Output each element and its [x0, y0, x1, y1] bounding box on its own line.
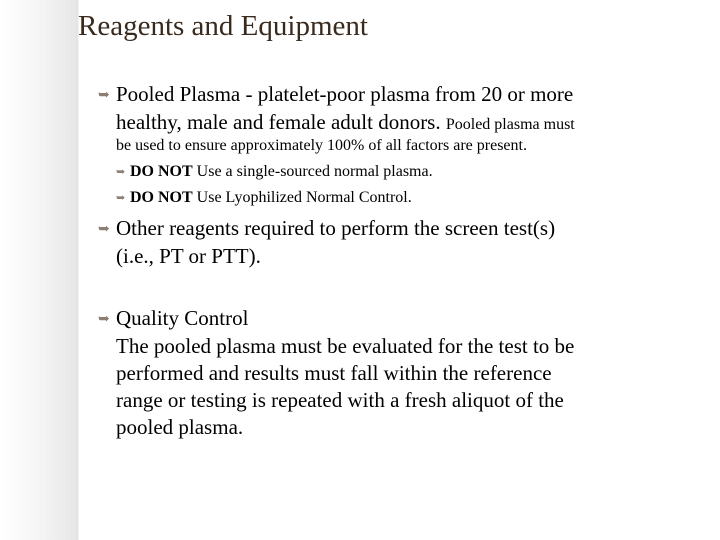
sub-bullet-1-text: Use a single-sourced normal plasma. — [192, 163, 433, 180]
curved-arrow-bullet-icon: ➥ — [116, 165, 126, 178]
other-line-1-text: Other reagents required to perform the screen test(s) — [116, 216, 556, 240]
curved-arrow-bullet-icon: ➥ — [98, 221, 110, 237]
bullet-other-reagents — [98, 215, 555, 270]
curved-arrow-bullet-icon: ➥ — [98, 311, 110, 327]
sub-bullet-single-sourced — [116, 159, 527, 185]
qc-line-4: pooled plasma. — [116, 415, 244, 439]
qc-heading-text: Quality Control — [116, 306, 249, 330]
slide-title: Reagents and Equipment — [78, 10, 368, 42]
qc-line-3: range or testing is repeated with a fresh aliquot of the — [116, 388, 564, 412]
other-line-1 — [98, 215, 555, 243]
other-line-2: (i.e., PT or PTT). — [116, 244, 261, 268]
pooled-line-1-text: Pooled Plasma - platelet-poor plasma from 20 or more — [116, 82, 574, 106]
bullet-pooled-plasma — [98, 81, 575, 138]
bullet-quality-control — [98, 305, 574, 441]
sub-bullet-2-text: Use Lyophilized Normal Control. — [192, 189, 412, 206]
pooled-line-2-small: Pooled plasma must — [445, 116, 575, 133]
curved-arrow-bullet-icon: ➥ — [116, 191, 126, 204]
sub-bullet-2-bold: DO NOT — [130, 189, 193, 206]
curved-arrow-bullet-icon: ➥ — [98, 87, 110, 103]
qc-line-1: The pooled plasma must be evaluated for the test to be — [116, 334, 575, 358]
pooled-continuation — [116, 133, 527, 211]
qc-line-2: performed and results must fall within the reference — [116, 361, 552, 385]
pooled-line-1 — [98, 81, 575, 109]
pooled-line-2-main: healthy, male and female adult donors. — [116, 110, 446, 134]
sub-bullet-1-bold: DO NOT — [130, 163, 193, 180]
pooled-line-3: be used to ensure approximately 100% of all factors are present. — [116, 137, 527, 154]
left-bar-edge — [76, 0, 79, 540]
sub-bullet-lyophilized — [116, 185, 527, 211]
qc-heading — [98, 305, 574, 333]
left-decorative-bar — [0, 0, 78, 540]
